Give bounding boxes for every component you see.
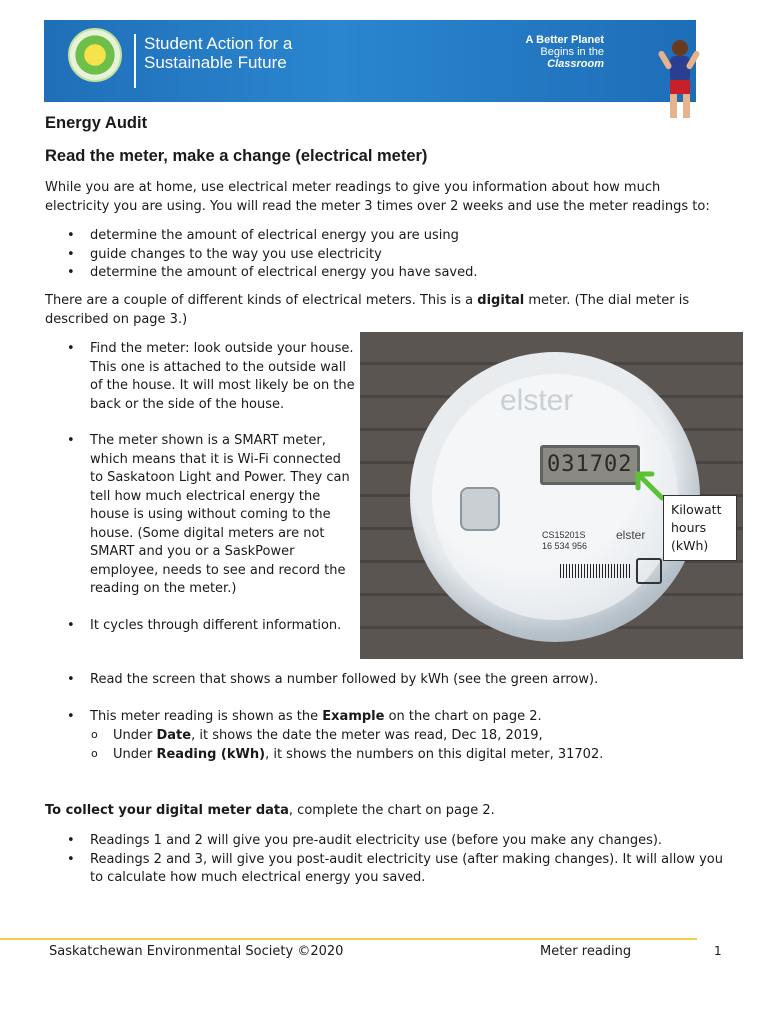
- meter-kinds-text-start: There are a couple of different kinds of electrical meters. This is a: [45, 293, 478, 308]
- meter-brand-small: elster: [616, 528, 646, 542]
- example-item: [45, 708, 735, 727]
- page-title: Energy Audit: [45, 114, 148, 132]
- banner-title: [144, 34, 374, 72]
- meter-barcode: [560, 564, 630, 578]
- meter-kinds-bold: digital: [477, 293, 525, 308]
- example-text-end: on the chart on page 2.: [384, 708, 542, 724]
- footer-topic: Meter reading: [540, 944, 632, 959]
- date-bold: Date: [156, 728, 192, 743]
- kwh-callout: [663, 495, 737, 561]
- smart-meter-item: • The meter shown is a SMART meter, which means that it is Wi-Fi connected to Saskatoon Light and Power. They can tell how much electrical energy the house is using without coming to the house. (Some digital meters are not SMART and you or a SaskPower employee, needs to see and record the reading on the meter.): [45, 432, 355, 599]
- meter-lcd-display: [540, 445, 640, 485]
- meter-disposal-icon: [636, 558, 662, 584]
- meter-digits: 031702: [547, 452, 633, 477]
- reading-text-start: Under: [113, 746, 157, 762]
- meter-model-line1: CS15201S: [542, 530, 586, 540]
- sun-logo-icon: [68, 28, 122, 82]
- planet-slogan: [494, 34, 604, 70]
- callout-line3: (kWh): [671, 538, 709, 553]
- meter-kinds-text-end: meter. (The dial meter is described on page 3.): [45, 293, 690, 327]
- list-item: • Readings 2 and 3, will give you post-audit electricity use (after making changes). It will allow you to calculate how much electrical energy you saved.: [45, 851, 735, 888]
- planet-line3: Classroom: [547, 58, 604, 70]
- page-subtitle: Read the meter, make a change (electrical meter): [45, 147, 428, 165]
- meter-model-line2: 16 534 956: [542, 541, 588, 551]
- find-meter-item: • Find the meter: look outside your house. This one is attached to the outside wall of the house. It will most likely be on the back or the side of the house.: [45, 340, 355, 414]
- collect-text: , complete the chart on page 2.: [288, 803, 495, 818]
- meter-bullet-list-left: [45, 340, 355, 635]
- list-item: • guide changes to the way you use electricity: [45, 246, 725, 265]
- collect-paragraph: [45, 802, 725, 821]
- logo-divider: [134, 34, 136, 88]
- cycles-item: • It cycles through different information.: [45, 617, 355, 636]
- green-arrow-icon: [632, 468, 666, 502]
- footer-organization: Saskatchewan Environmental Society ©2020: [49, 944, 344, 959]
- reading-sub-item: [45, 746, 735, 765]
- meter-optical-port: [460, 487, 500, 531]
- meter-bullet-list-wide: [45, 671, 735, 726]
- example-sub-list: [45, 727, 735, 764]
- list-item: • determine the amount of electrical energy you are using: [45, 227, 725, 246]
- date-text-start: Under: [113, 728, 157, 743]
- meter-model-label: [542, 530, 587, 552]
- meter-brand-watermark: elster: [500, 384, 574, 417]
- intro-bullet-list: [45, 227, 725, 283]
- footer-rule: [0, 938, 697, 940]
- list-item: • determine the amount of electrical energy you have saved.: [45, 264, 725, 283]
- list-item: • Readings 1 and 2 will give you pre-audit electricity use (before you make any changes).: [45, 832, 735, 851]
- reading-bold: Reading (kWh): [156, 746, 266, 762]
- callout-line1: Kilowatt: [671, 502, 722, 517]
- planet-line2: Begins in the: [540, 46, 604, 58]
- collect-bullet-list: [45, 832, 735, 888]
- banner-title-line1: Student Action for a: [144, 34, 293, 53]
- collect-bold: To collect your digital meter data: [45, 803, 289, 818]
- example-bold: Example: [322, 708, 385, 724]
- jumping-child-icon: [654, 36, 702, 126]
- intro-paragraph: While you are at home, use electrical meter readings to give you information about how much electricity you are using. You will read the meter 3 times over 2 weeks and use the meter readings to:: [45, 180, 710, 214]
- read-screen-item: • Read the screen that shows a number followed by kWh (see the green arrow).: [45, 671, 735, 690]
- banner-title-line2: Sustainable Future: [144, 53, 287, 72]
- date-text-end: , it shows the date the meter was read, Dec 18, 2019,: [191, 728, 543, 743]
- reading-text-end: , it shows the numbers on this digital meter, 31702.: [265, 746, 604, 762]
- callout-line2: hours: [671, 520, 707, 535]
- meter-kinds-paragraph: [45, 292, 725, 329]
- header-banner: [44, 20, 696, 102]
- example-text-start: This meter reading is shown as the: [90, 708, 323, 724]
- date-sub-item: [45, 727, 735, 746]
- planet-line1: A Better Planet: [525, 34, 604, 46]
- page-number: 1: [714, 944, 722, 958]
